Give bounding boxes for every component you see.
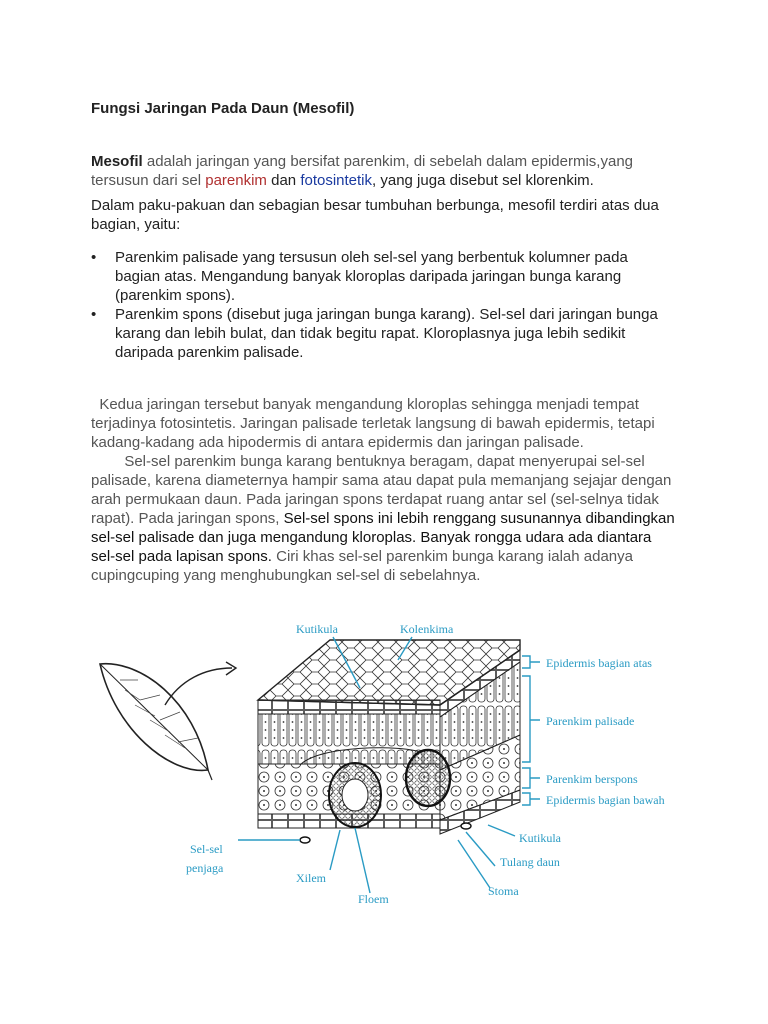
arrow-icon: [165, 662, 236, 705]
intro-text-3: , di sebelah dalam epidermis,yang: [405, 153, 634, 170]
para3-line-2: terjadinya fotosintetis. Jaringan palisade terletak langsung di bawah epidermis, tetapi: [91, 415, 655, 432]
intro-text-5: dan: [266, 172, 301, 189]
label-kutikula-top: Kutikula: [296, 622, 338, 636]
para3-line-10: cupingcuping yang menghubungkan sel-sel di sebelahnya.: [91, 567, 481, 584]
mesofil-parts-list: [91, 248, 691, 362]
para3-line-4: Sel-sel parenkim bunga karang bentuknya beragam, dapat menyerupai sel-sel: [91, 453, 645, 470]
term-mesofil: Mesofil: [91, 153, 143, 170]
intro-paragraph: [91, 152, 681, 190]
label-parenkim-berspons: Parenkim berspons: [546, 772, 638, 786]
label-tulang-daun: Tulang daun: [500, 855, 560, 869]
para3-line-8: sel-sel palisade dan juga mengandung kloroplas. Banyak rongga udara ada diantara: [91, 529, 652, 546]
label-kutikula-bottom: Kutikula: [519, 831, 561, 845]
tissue-block: [258, 640, 520, 843]
label-xilem: Xilem: [296, 871, 326, 885]
label-sel-sel: Sel-sel: [190, 842, 223, 856]
intro-text-1: adalah jaringan yang: [142, 153, 291, 170]
mesofil-parts-paragraph: [91, 196, 681, 234]
intro-text-4: tersusun dari sel: [91, 172, 206, 189]
para3-line-9b: Ciri khas sel-sel parenkim bunga karang ialah adanya: [271, 548, 633, 565]
para3-line-6: arah permukaan daun. Pada jaringan spons terdapat ruang antar sel (sel-selnya tidak: [91, 491, 659, 508]
label-kolenkima: Kolenkima: [400, 622, 454, 636]
bullet-2-line-1: Parenkim spons (disebut juga jaringan bunga karang). Sel-sel dari jaringan bunga: [115, 306, 658, 323]
para3-line-5: palisade, karena diameternya hampir sama atau dapat pula memanjang sejajar dengan: [91, 472, 672, 489]
tissue-description-paragraph: [91, 395, 691, 585]
label-epidermis-atas: Epidermis bagian atas: [546, 656, 652, 670]
page-title: Fungsi Jaringan Pada Daun (Mesofil): [91, 100, 355, 117]
para3-line-9a: sel-sel pada lapisan spons.: [91, 548, 272, 565]
label-stoma: Stoma: [488, 884, 519, 898]
leaf-drawing: [100, 664, 212, 780]
link-parenkim[interactable]: parenkim: [205, 172, 267, 189]
bullet-1-line-2: bagian atas. Mengandung banyak kloroplas daripada jaringan bunga karang: [115, 268, 622, 285]
para3-line-3: kadang-kadang ada hipodermis di antara epidermis dan jaringan palisade.: [91, 434, 584, 451]
label-epidermis-bawah: Epidermis bagian bawah: [546, 793, 665, 807]
para3-line-7b: Sel-sel spons ini lebih renggang susunannya dibandingkan: [283, 510, 675, 527]
bullet-2-line-3: daripada parenkim palisade.: [115, 344, 304, 361]
label-penjaga: penjaga: [186, 861, 224, 875]
bullet-1-line-3: (parenkim spons).: [115, 287, 236, 304]
para3-line-1: Kedua jaringan tersebut banyak mengandung kloroplas sehingga menjadi tempat: [91, 396, 639, 413]
leaf-cross-section-figure: [0, 610, 768, 910]
link-fotosintetik[interactable]: fotosintetik: [300, 172, 373, 189]
intro-text-2: bersifat parenkim: [290, 153, 406, 170]
para3-line-7a: rapat). Pada jaringan spons,: [91, 510, 284, 527]
para2-line-1: Dalam paku-pakuan dan sebagian besar tumbuhan berbunga, mesofil terdiri atas dua: [91, 197, 659, 214]
list-item: [91, 305, 691, 362]
label-parenkim-palisade: Parenkim palisade: [546, 714, 635, 728]
para2-line-2: bagian, yaitu:: [91, 216, 181, 233]
bullet-1-line-1: Parenkim palisade yang tersusun oleh sel-sel yang berbentuk kolumner pada: [115, 249, 628, 266]
bullet-2-line-2: karang dan lebih bulat, dan tidak begitu rapat. Kloroplasnya juga lebih sedikit: [115, 325, 626, 342]
list-item: [91, 248, 691, 305]
intro-text-6: , yang juga disebut sel klorenkim.: [372, 172, 594, 189]
label-floem: Floem: [358, 892, 389, 906]
